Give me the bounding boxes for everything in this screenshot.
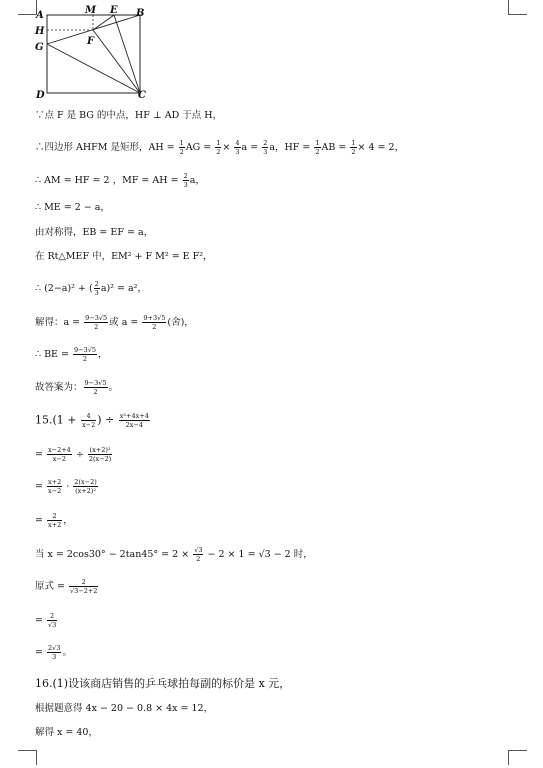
line-5: [35, 227, 153, 239]
label-A: A: [36, 10, 44, 21]
fraction: $\frac{x-2+4}{x-2}$: [47, 446, 71, 463]
line-4: [35, 202, 110, 214]
fraction: $\frac{1}{2}$: [351, 139, 356, 156]
text: ∴ BE =: [35, 349, 72, 360]
fraction: $\frac{√3}{2}$: [194, 546, 203, 563]
line-20: [35, 703, 213, 715]
line-15: [35, 546, 313, 563]
fraction: $\frac{2}{√3}$: [47, 612, 57, 629]
text: ∴ ME = 2 − a，: [35, 202, 110, 213]
fraction: $\frac{2√3}{3}$: [47, 644, 61, 661]
label-B: B: [136, 8, 145, 19]
text: a，: [189, 175, 205, 186]
line-21: [35, 727, 98, 739]
text: 解得 x = 40，: [35, 727, 98, 738]
text: a =: [241, 142, 262, 153]
line-8: [35, 314, 194, 331]
fraction: $\frac{2}{3}$: [263, 139, 268, 156]
line-16: [35, 578, 99, 595]
text: ) ÷: [97, 413, 118, 427]
line-7: [35, 280, 147, 297]
fraction: $\frac{1}{2}$: [315, 139, 320, 156]
crop-mark-bottom-left: [18, 750, 37, 765]
text: 。: [62, 647, 72, 658]
text: 16.(1)设该商店销售的乒乓球拍每副的标价是 x 元，: [35, 677, 291, 690]
text: 原式 =: [35, 581, 68, 592]
line-12: [35, 446, 113, 463]
text: 或 a =: [109, 317, 142, 328]
fraction: $\frac{1}{2}$: [179, 139, 184, 156]
text: ，: [63, 515, 73, 526]
line-9: [35, 346, 108, 363]
line-1: [35, 110, 222, 122]
text: 根据题意得 4x − 20 − 0.8 × 4x = 12，: [35, 703, 214, 714]
fraction: $\frac{2}{3}$: [183, 172, 188, 189]
text: 15.(1 +: [35, 413, 80, 427]
geometry-figure: [30, 4, 155, 100]
line-2: [35, 139, 404, 156]
text: ∴四边形 AHFM 是矩形，AH =: [35, 142, 178, 153]
text: =: [35, 615, 46, 626]
text: 解得：a =: [35, 317, 84, 328]
text: × 4 = 2，: [357, 142, 405, 153]
label-C: C: [138, 90, 146, 100]
line-10: [35, 379, 118, 396]
text: 由对称得，EB = EF = a，: [35, 227, 154, 238]
line-6: [35, 251, 213, 263]
line-19: [35, 678, 290, 690]
line-3: [35, 172, 205, 189]
fraction: $\frac{9+3√5}{2}$: [143, 314, 166, 331]
fraction: $\frac{2}{3}$: [94, 280, 99, 297]
fraction: $\frac{4}{x-2}$: [82, 412, 96, 429]
text: AG =: [185, 142, 215, 153]
fraction: $\frac{2(x-2)}{\text{(x+2)²}}$: [74, 478, 97, 495]
label-M: M: [85, 5, 97, 16]
text: =: [35, 481, 46, 492]
fraction: $\frac{9-3√5}{2}$: [73, 346, 96, 363]
text: =: [35, 647, 46, 658]
label-G: G: [35, 42, 44, 53]
fraction: $\frac{4}{3}$: [235, 139, 240, 156]
fraction: $\frac{\text{x²+4x+4}}{2x-4}$: [119, 412, 149, 429]
fraction: $\frac{2}{√3-2+2}$: [70, 578, 98, 595]
text: =: [35, 449, 46, 460]
fraction: $\frac{x+2}{x-2}$: [47, 478, 62, 495]
text: ∵点 F 是 BG 的中点，HF ⊥ AD 于点 H，: [35, 110, 223, 121]
text: 故答案为：: [35, 382, 83, 393]
text: AB =: [321, 142, 350, 153]
line-11: [35, 412, 151, 429]
text: a)² = a²，: [100, 283, 147, 294]
fraction: $\frac{2}{x+2}$: [47, 512, 62, 529]
text: ∴ (2−a)² + (: [35, 283, 93, 294]
text: ∴ AM = HF = 2 ，MF = AH =: [35, 175, 182, 186]
fraction: $\frac{9-3√5}{2}$: [84, 379, 107, 396]
line-13: [35, 478, 99, 495]
text: a，HF =: [269, 142, 314, 153]
text: ÷: [72, 449, 87, 460]
text: (舍)，: [167, 317, 194, 328]
crop-mark-top-right: [508, 0, 527, 15]
fraction: $\frac{9-3√5}{2}$: [85, 314, 108, 331]
label-E: E: [110, 5, 118, 16]
crop-mark-bottom-right: [508, 750, 527, 765]
line-17: [35, 612, 58, 629]
text: ，: [97, 349, 108, 360]
label-D: D: [36, 90, 45, 100]
text: ·: [63, 481, 73, 492]
fraction: $\frac{1}{2}$: [216, 139, 221, 156]
label-F: F: [87, 36, 95, 47]
text: 在 Rt△MEF 中，EM² + F M² = E F²，: [35, 251, 213, 262]
label-H: H: [35, 26, 45, 37]
text: =: [35, 515, 46, 526]
text: 当 x = 2cos30° − 2tan45° = 2 ×: [35, 549, 193, 560]
line-18: [35, 644, 72, 661]
line-14: [35, 512, 73, 529]
text: ×: [222, 142, 234, 153]
fraction: $\frac{\text{(x+2)²}}{2(x-2)}$: [88, 446, 112, 463]
text: 。: [108, 382, 119, 393]
text: − 2 × 1 = √3 − 2 时，: [204, 549, 313, 560]
